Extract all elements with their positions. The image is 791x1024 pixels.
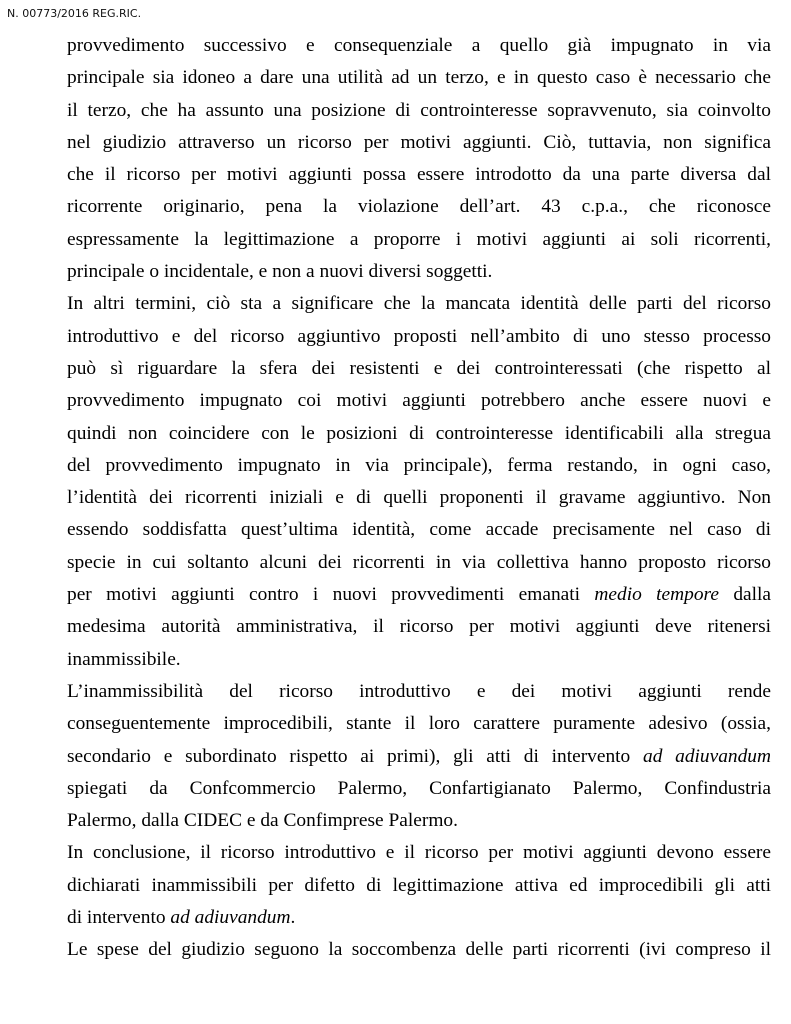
- text-line: Palermo, dalla CIDEC e da Confimprese Palermo.: [67, 810, 458, 832]
- text-line: può sì riguardare la sfera dei resistenti e dei controinteressati (che rispetto al: [67, 357, 771, 379]
- text-line: l’identità dei ricorrenti iniziali e di quelli proponenti il gravame aggiuntivo. Non: [67, 487, 771, 509]
- text-line: conseguentemente improcedibili, stante il loro carattere puramente adesivo (ossia,: [67, 713, 771, 735]
- text-line: In altri termini, ciò sta a significare che la mancata identità delle parti del ricorso: [67, 293, 771, 315]
- document-body: [67, 30, 771, 967]
- text-line: principale o incidentale, e non a nuovi diversi soggetti.: [67, 261, 493, 283]
- italic-term: medio tempore: [594, 584, 719, 606]
- text-line: provvedimento successivo e consequenziale a quello già impugnato in via: [67, 35, 771, 56]
- text-line: il terzo, che ha assunto una posizione di controinteresse sopravvenuto, sia coinvolto: [67, 99, 771, 121]
- text-line: [67, 902, 771, 934]
- text-line: L’inammissibilità del ricorso introduttivo e dei motivi aggiunti rende: [67, 680, 771, 702]
- text-line: quindi non coincidere con le posizioni di controinteresse identificabili alla stregua: [67, 422, 771, 444]
- text-line: ricorrente originario, pena la violazione dell’art. 43 c.p.a., che riconosce: [67, 196, 771, 218]
- text-line: nel giudizio attraverso un ricorso per motivi aggiunti. Ciò, tuttavia, non significa: [67, 131, 771, 153]
- text-span: .: [290, 907, 296, 929]
- text-span: di intervento: [67, 907, 171, 929]
- text-line: medesima autorità amministrativa, il ricorso per motivi aggiunti deve ritenersi: [67, 616, 771, 638]
- text-line: [67, 741, 771, 773]
- text-line: spiegati da Confcommercio Palermo, Confartigianato Palermo, Confindustria: [67, 777, 771, 799]
- text-line: che il ricorso per motivi aggiunti possa essere introdotto da una parte diversa dal: [67, 164, 771, 186]
- text-line: provvedimento impugnato coi motivi aggiunti potrebbero anche essere nuovi e: [67, 390, 771, 412]
- text-line: inammissibile.: [67, 648, 181, 670]
- text-span: per motivi aggiunti contro i nuovi provvedimenti emanati: [67, 584, 595, 606]
- text-span: dalla: [718, 584, 772, 606]
- italic-term: ad adiuvandum: [170, 907, 291, 929]
- text-line: principale sia idoneo a dare una utilità ad un terzo, e in questo caso è necessario che: [67, 67, 771, 89]
- italic-term: ad adiuvandum: [643, 745, 771, 767]
- text-line: specie in cui soltanto alcuni dei ricorrenti in via collettiva hanno proposto ricorso: [67, 551, 771, 573]
- text-line: espressamente la legittimazione a proporre i motivi aggiunti ai soli ricorrenti,: [67, 228, 771, 250]
- text-span: secondario e subordinato rispetto ai primi), gli atti di intervento: [67, 745, 643, 767]
- case-reg-number: N. 00773/2016 REG.RIC.: [7, 7, 142, 20]
- text-line: In conclusione, il ricorso introduttivo e il ricorso per motivi aggiunti devono essere: [67, 842, 771, 864]
- text-line: Le spese del giudizio seguono la soccombenza delle parti ricorrenti (ivi compreso il: [67, 939, 771, 961]
- text-line: dichiarati inammissibili per difetto di legittimazione attiva ed improcedibili gli atti: [67, 874, 771, 896]
- text-line: del provvedimento impugnato in via principale), ferma restando, in ogni caso,: [67, 454, 771, 476]
- text-line: [67, 579, 771, 611]
- text-line: essendo soddisfatta quest’ultima identità, come accade precisamente nel caso di: [67, 519, 771, 541]
- text-line: introduttivo e del ricorso aggiuntivo proposti nell’ambito di uno stesso processo: [67, 325, 771, 347]
